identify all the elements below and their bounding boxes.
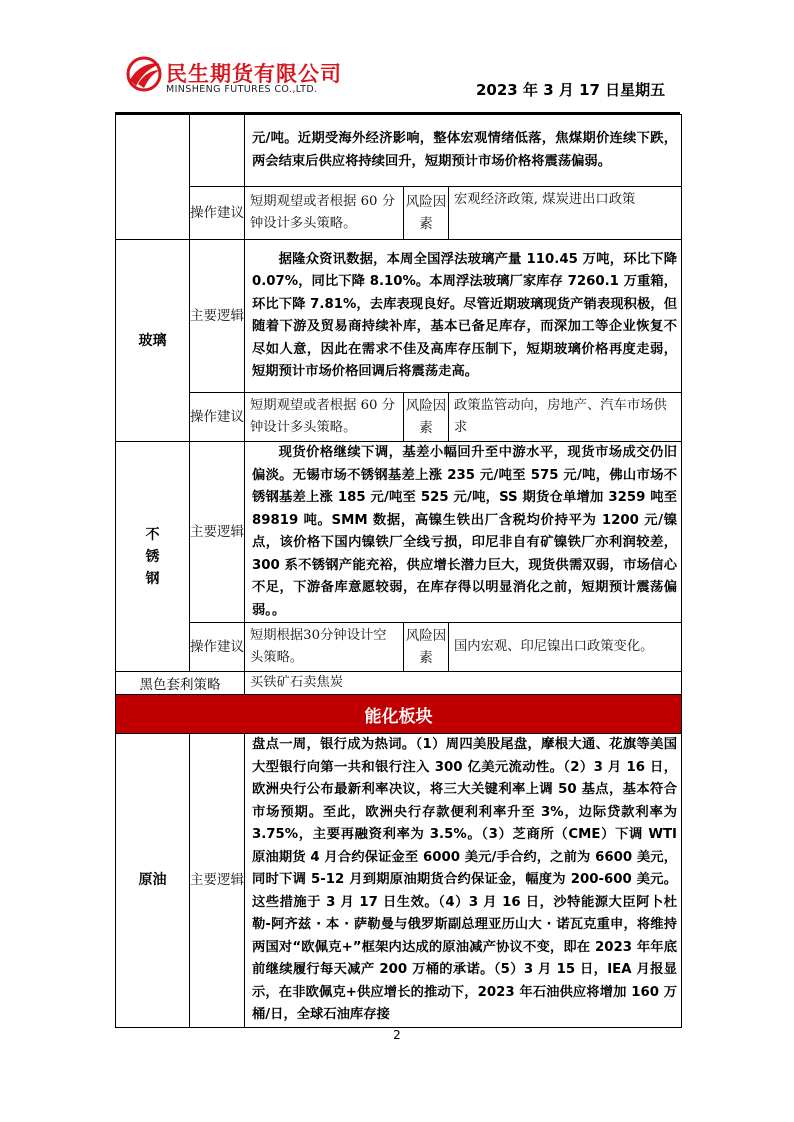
black-arb-label: 黑色套利策略 [116,672,245,695]
sector-crude: 原油 [116,734,190,1028]
stainless-op-text: 短期根据30分钟设计空头策略。 [245,623,404,672]
table-row [116,115,682,187]
table-row [116,240,682,393]
crude-logic-label: 主要逻辑 [190,734,245,1028]
coke-risk-text: 宏观经济政策, 煤炭进出口政策 [449,187,682,240]
glass-risk-text: 政策监管动向，房地产、汽车市场供求 [449,393,682,442]
sector-stainless: 不锈钢 [116,442,190,672]
table-row [116,393,682,442]
table-row [116,623,682,672]
energy-section-banner: 能化板块 [116,695,682,734]
glass-op-label: 操作建议 [190,393,245,442]
strategy-table [115,114,682,1028]
table-row [116,187,682,240]
coke-op-text: 短期观望或者根据 60 分钟设计多头策略。 [245,187,404,240]
table-row [116,734,682,1028]
table-row [116,695,682,734]
coke-logic-text: 元/吨。近期受海外经济影响，整体宏观情绪低落，焦煤期价连续下跌，两会结束后供应将持续回升，短期预计市场价格将震荡偏弱。 [245,115,682,187]
coke-logic-label-cell [190,115,245,187]
company-name-cn: 民生期货有限公司 [166,62,342,86]
page-header [0,0,794,112]
company-name-en: MINSHENG FUTURES CO.,LTD. [166,84,318,95]
glass-op-text: 短期观望或者根据 60 分钟设计多头策略。 [245,393,404,442]
table-row [116,672,682,695]
page-number: 2 [393,1028,401,1042]
stainless-risk-label: 风险因素 [404,623,449,672]
stainless-logic-label: 主要逻辑 [190,442,245,623]
coke-sector-cell [116,115,190,240]
table-row [116,442,682,623]
glass-risk-label: 风险因素 [404,393,449,442]
company-logo [126,56,361,106]
glass-logic-label: 主要逻辑 [190,240,245,393]
stainless-logic-text: 现货价格继续下调，基差小幅回升至中游水平，现货市场成交仍旧偏淡。无锡市场不锈钢基差上涨 235 元/吨至 575 元/吨，佛山市场不锈钢基差上涨 185 元/吨至 525 元/吨，SS 期货仓单增加 3259 吨至 89819 吨。SMM 数据，高镍生铁出厂含税均价持平为 1200 元/镍点，该价格下国内镍铁厂全线亏损，印尼非自有矿镍铁厂亦利润较差，300 系不锈钢产能充裕，供应增长潜力巨大，现货供需双弱，市场信心不足，下游备库意愿较弱，在库存得以明显消化之前，短期预计震荡偏弱。。 [245,442,682,623]
black-arb-text: 买铁矿石卖焦炭 [245,672,682,695]
coke-op-label: 操作建议 [190,187,245,240]
stainless-risk-text: 国内宏观、印尼镍出口政策变化。 [449,623,682,672]
minsheng-logo-icon [126,56,162,92]
crude-logic-text: 盘点一周，银行成为热词。（1）周四美股尾盘，摩根大通、花旗等美国大型银行向第一共和银行注入 300 亿美元流动性。（2）3 月 16 日，欧洲央行公布最新利率决议，将三大关键利率上调 50 基点，基本符合市场预期。至此，欧洲央行存款便利利率升至 3%，边际贷款利率为 3.75%，主要再融资利率为 3.5%。（3）芝商所（CME）下调 WTI 原油期货 4 月合约保证金至 6000 美元/手合约，之前为 6600 美元，同时下调 5-12 月到期原油期货合约保证金，幅度为 200-600 美元。这些措施于 3 月 17 日生效。（4）3 月 16 日，沙特能源大臣阿卜杜勒-阿齐兹 · 本 · 萨勒曼与俄罗斯副总理亚历山大 · 诺瓦克重申，将维持两国对“欧佩克+”框架内达成的原油减产协议不变，即在 2023 年年底前继续履行每天减产 200 万桶的承诺。（5）3 月 15 日，IEA 月报显示，在非欧佩克+供应增长的推动下，2023 年石油供应将增加 160 万桶/日，全球石油库存接 [245,734,682,1028]
report-date: 2023 年 3 月 17 日星期五 [476,81,666,99]
coke-risk-label: 风险因素 [404,187,449,240]
glass-logic-text: 据隆众资讯数据，本周全国浮法玻璃产量 110.45 万吨，环比下降 0.07%，同比下降 8.10%。本周浮法玻璃厂家库存 7260.1 万重箱，环比下降 7.81%，去库表现良好。尽管近期玻璃现货产销表现积极，但随着下游及贸易商持续补库，基本已备足库存，而深加工等企业恢复不尽如人意，因此在需求不佳及高库存压制下，短期玻璃价格再度走弱，短期预计市场价格回调后将震荡走高。 [245,240,682,393]
sector-glass: 玻璃 [116,240,190,442]
stainless-op-label: 操作建议 [190,623,245,672]
